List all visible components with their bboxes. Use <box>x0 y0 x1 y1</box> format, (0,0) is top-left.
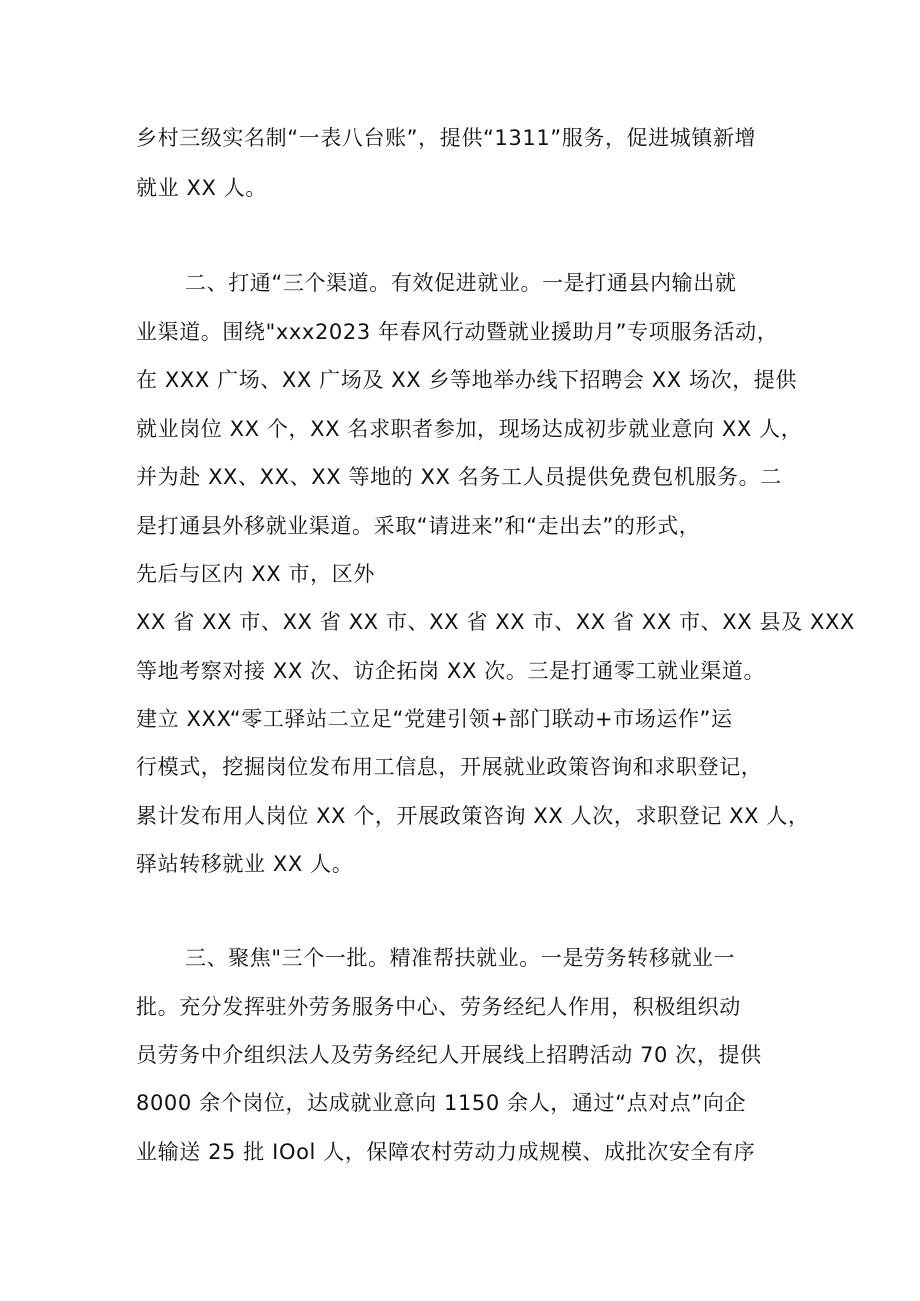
paragraph-2-line-5: 并为赴 XX、XX、XX 等地的 XX 名务工人员提供免费包机服务。二 <box>136 465 782 489</box>
paragraph-2-line-2: 业渠道。围绕"xxx2023 年春风行动暨就业援助月”专项服务活动， <box>136 320 779 344</box>
paragraph-2-line-1: 二、打通“三个渠道。有效促进就业。一是打通县内输出就 <box>185 271 737 295</box>
paragraph-3-line-5: 业输送 25 批 IOol 人，保障农村劳动力成规模、成批次安全有序 <box>136 1140 756 1164</box>
paragraph-1-line-2: 就业 XX 人。 <box>136 176 267 200</box>
paragraph-3-line-3: 员劳务中介组织法人及劳务经纪人开展线上招聘活动 70 次，提供 <box>136 1043 762 1067</box>
paragraph-1-line-1: 乡村三级实名制“一表八台账”，提供“1311”服务，促进城镇新增 <box>136 126 757 150</box>
paragraph-2-line-11: 行模式，挖掘岗位发布用工信息，开展就业政策咨询和求职登记， <box>136 755 763 779</box>
paragraph-2-line-10: 建立 XXX“零工驿站二立足“党建引领+部门联动+市场运作”运 <box>136 707 733 731</box>
paragraph-3-line-4: 8000 余个岗位，达成就业意向 1150 余人，通过“点对点”向企 <box>136 1091 747 1115</box>
paragraph-2-line-4: 就业岗位 XX 个，XX 名求职者参加，现场达成初步就业意向 XX 人， <box>136 417 803 441</box>
paragraph-2-line-8: XX 省 XX 市、XX 省 XX 市、XX 省 XX 市、XX 省 XX 市、XX 县及 XXX <box>136 610 855 634</box>
paragraph-2-line-9: 等地考察对接 XX 次、访企拓岗 XX 次。三是打通零工就业渠道。 <box>136 659 766 683</box>
paragraph-3-line-2: 批。充分发挥驻外劳务服务中心、劳务经纪人作用，积极组织动 <box>136 995 741 1019</box>
paragraph-3-line-1: 三、聚焦"三个一批。精准帮扶就业。一是劳务转移就业一 <box>185 946 736 970</box>
paragraph-2-line-12: 累计发布用人岗位 XX 个，开展政策咨询 XX 人次，求职登记 XX 人， <box>136 804 810 828</box>
paragraph-2-line-7: 先后与区内 XX 市，区外 <box>136 562 375 586</box>
paragraph-2-line-3: 在 XXX 广场、XX 广场及 XX 乡等地举办线下招聘会 XX 场次，提供 <box>136 368 798 392</box>
paragraph-2-line-6: 是打通县外移就业渠道。采取“请进来”和“走出去”的形式， <box>136 514 701 538</box>
paragraph-2-line-13: 驿站转移就业 XX 人。 <box>136 852 354 876</box>
